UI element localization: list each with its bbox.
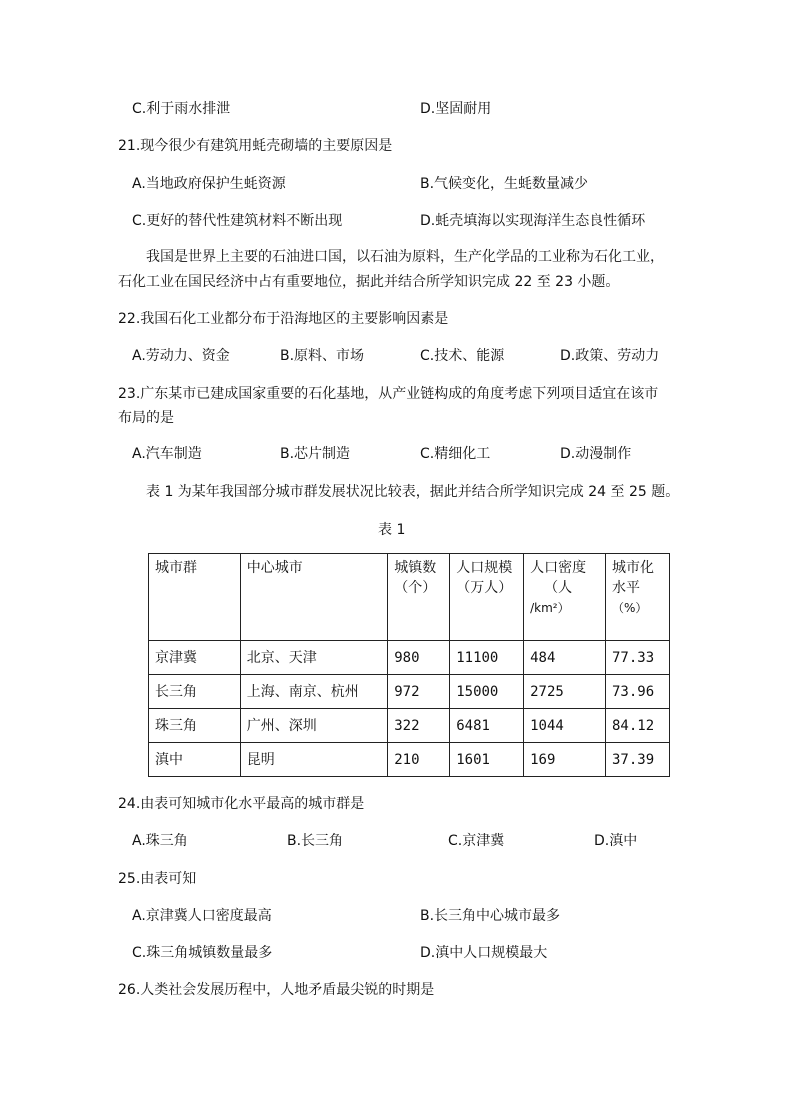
q23-stem-line1: 23.广东某市已建成国家重要的石化基地，从产业链构成的角度考虑下列项目适宜在该市	[118, 386, 659, 402]
q20-option-d: D.坚固耐用	[420, 101, 492, 117]
cell-population: 6481	[450, 709, 524, 743]
table-row	[149, 641, 670, 675]
cell-group: 滇中	[149, 743, 241, 777]
cell-towns: 322	[388, 709, 450, 743]
q22-option-c: C.技术、能源	[420, 348, 505, 364]
cell-towns: 972	[388, 675, 450, 709]
cell-density: 1044	[524, 709, 606, 743]
header-cell	[450, 554, 524, 641]
q24-option-a: A.珠三角	[132, 833, 188, 849]
q24-option-d: D.滇中	[594, 833, 638, 849]
header-towns: 城镇数	[394, 560, 437, 576]
cell-urbanization: 77.33	[606, 641, 670, 675]
q22-option-a: A.劳动力、资金	[132, 348, 230, 364]
q20-option-c: C.利于雨水排泄	[132, 101, 231, 117]
header-density-unit-a: （人	[544, 580, 573, 596]
header-urbanization: 城市化	[612, 560, 654, 576]
cell-group: 京津冀	[149, 641, 241, 675]
cell-urbanization: 37.39	[606, 743, 670, 777]
header-density: 人口密度	[530, 560, 587, 576]
q25-option-a: A.京津冀人口密度最高	[132, 908, 272, 924]
header-urbanization-level: 水平	[612, 580, 640, 596]
cell-centers: 上海、南京、杭州	[240, 675, 388, 709]
q23-option-a: A.汽车制造	[132, 446, 202, 462]
header-urbanization-unit: （%）	[612, 601, 648, 615]
q21-option-b: B.气候变化，生蚝数量减少	[420, 176, 589, 192]
q21-option-a: A.当地政府保护生蚝资源	[132, 176, 286, 192]
header-density-unit-b: /km²）	[530, 601, 570, 615]
q21-stem: 21.现今很少有建筑用蚝壳砌墙的主要原因是	[118, 138, 393, 154]
cell-population: 15000	[450, 675, 524, 709]
q23-option-d: D.动漫制作	[560, 446, 632, 462]
header-cell	[240, 554, 388, 641]
cell-towns: 210	[388, 743, 450, 777]
cell-group: 长三角	[149, 675, 241, 709]
q23-option-b: B.芯片制造	[280, 446, 351, 462]
cell-urbanization: 73.96	[606, 675, 670, 709]
q22-option-b: B.原料、市场	[280, 348, 365, 364]
q24-option-b: B.长三角	[287, 833, 344, 849]
cell-density: 169	[524, 743, 606, 777]
cell-centers: 北京、天津	[240, 641, 388, 675]
table1	[148, 553, 670, 777]
table1-title: 表 1	[378, 522, 406, 538]
header-cell	[149, 554, 241, 641]
cell-centers: 广州、深圳	[240, 709, 388, 743]
header-center-city: 中心城市	[246, 560, 303, 576]
cell-urbanization: 84.12	[606, 709, 670, 743]
q23-stem-line2: 布局的是	[118, 410, 174, 426]
q23-option-c: C.精细化工	[420, 446, 491, 462]
header-cell	[524, 554, 606, 641]
q25-option-c: C.珠三角城镇数量最多	[132, 945, 273, 961]
header-population-unit: （万人）	[456, 580, 513, 596]
q22-stem: 22.我国石化工业都分布于沿海地区的主要影响因素是	[118, 311, 449, 327]
q25-option-b: B.长三角中心城市最多	[420, 908, 561, 924]
q25-option-d: D.滇中人口规模最大	[420, 945, 548, 961]
passage2: 表 1 为某年我国部分城市群发展状况比较表，据此并结合所学知识完成 24 至 25 题。	[146, 484, 680, 500]
cell-group: 珠三角	[149, 709, 241, 743]
cell-population: 11100	[450, 641, 524, 675]
cell-density: 2725	[524, 675, 606, 709]
q22-option-d: D.政策、劳动力	[560, 348, 660, 364]
passage1-line1: 我国是世界上主要的石油进口国，以石油为原料，生产化学品的工业称为石化工业，	[146, 249, 664, 265]
cell-towns: 980	[388, 641, 450, 675]
cell-density: 484	[524, 641, 606, 675]
q24-stem: 24.由表可知城市化水平最高的城市群是	[118, 796, 365, 812]
table-header-row	[149, 554, 670, 641]
header-cell	[388, 554, 450, 641]
header-cell	[606, 554, 670, 641]
q24-option-c: C.京津冀	[448, 833, 505, 849]
header-population: 人口规模	[456, 560, 513, 576]
header-towns-unit: （个）	[394, 580, 437, 596]
cell-population: 1601	[450, 743, 524, 777]
table-row	[149, 675, 670, 709]
passage1-line2: 石化工业在国民经济中占有重要地位，据此并结合所学知识完成 22 至 23 小题。	[118, 274, 620, 290]
table-row	[149, 709, 670, 743]
cell-centers: 昆明	[240, 743, 388, 777]
q21-option-c: C.更好的替代性建筑材料不断出现	[132, 213, 343, 229]
q21-option-d: D.蚝壳填海以实现海洋生态良性循环	[420, 213, 646, 229]
table-row	[149, 743, 670, 777]
q26-stem: 26.人类社会发展历程中，人地矛盾最尖锐的时期是	[118, 982, 435, 998]
q25-stem: 25.由表可知	[118, 871, 197, 887]
header-city-group: 城市群	[155, 560, 197, 576]
